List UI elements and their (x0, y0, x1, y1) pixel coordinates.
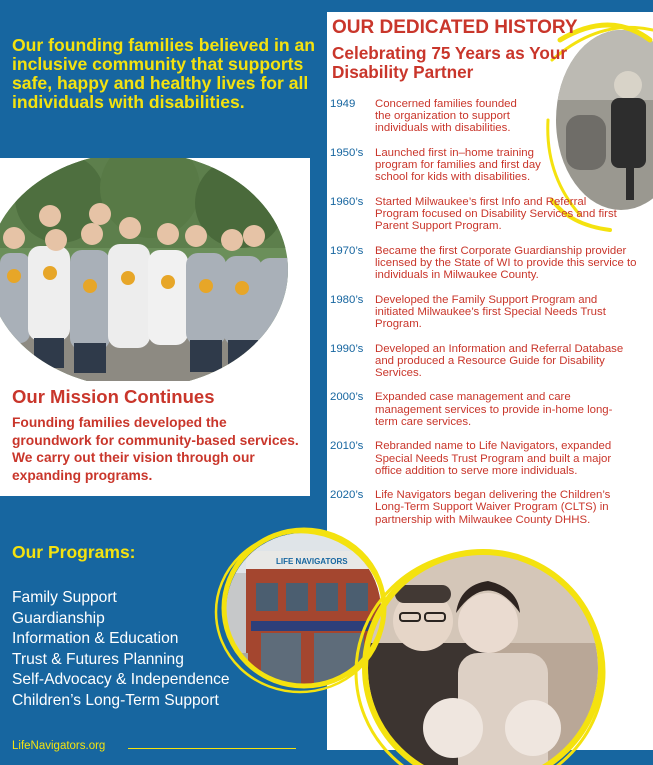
timeline-text: Expanded case management and care management services to provide in-home long-term care services. (375, 391, 613, 428)
footer-url[interactable]: LifeNavigators.org (12, 740, 106, 752)
program-item: Self-Advocacy & Independence (12, 671, 230, 689)
timeline-year: 2000’s (330, 391, 364, 404)
timeline-year: 2020’s (330, 489, 364, 502)
intro-text: Our founding families believed in an inclusive community that supports safe, happy and healthy lives for all individuals with disabilities. (12, 35, 316, 112)
timeline-text: Developed an Information and Referral Database and produced a Resource Guide for Disability Services. (375, 342, 624, 379)
history-subtitle: Celebrating 75 Years as Your Disability Partner (332, 43, 568, 82)
timeline-text: Developed the Family Support Program and initiated Milwaukee’s first Special Needs Trust Program. (375, 293, 606, 331)
timeline-year: 1990’s (330, 342, 364, 355)
program-item: Family Support (12, 589, 117, 606)
timeline-item (330, 391, 640, 428)
timeline-item (330, 440, 640, 477)
timeline-text: Started Milwaukee’s first Info and Referral Program focused on Disability Services and first Parent Support Program. (375, 195, 617, 233)
footer-divider (128, 748, 296, 749)
timeline-item (330, 343, 640, 380)
building-sign-text: LIFE NAVIGATORS (276, 557, 348, 566)
timeline-text: Became the first Corporate Guardianship provider licensed by the State of WI to provide this service to individuals in Milwaukee County. (375, 244, 637, 282)
program-item: Guardianship (12, 609, 105, 627)
group-photo (0, 158, 310, 381)
mission-title: Our Mission Continues (12, 386, 215, 407)
timeline-item (330, 147, 640, 184)
timeline-item (330, 489, 640, 526)
programs-title: Our Programs: (12, 542, 136, 562)
history-timeline (330, 98, 640, 538)
mission-text: Founding families developed the groundwork for community-based services. We carry out their vision through our expanding programs. (12, 415, 299, 483)
building-photo-circle (226, 533, 381, 688)
timeline-item (330, 98, 640, 135)
timeline-text: Launched first in–home training program for families and first day school for kids with disabilities. (375, 146, 541, 184)
timeline-item (330, 294, 640, 331)
program-item: Information & Education (12, 630, 179, 648)
timeline-text: Life Navigators began delivering the Children’s Long-Term Support Waiver Program (CLTS) in partnership with Milwaukee County DHHS. (375, 489, 611, 526)
history-title: OUR DEDICATED HISTORY (332, 17, 578, 38)
timeline-text: Concerned families founded the organization to support individuals with disabilities. (375, 98, 517, 135)
timeline-text: Rebranded name to Life Navigators, expanded Special Needs Trust Program and built a major office addition to serve more individuals. (375, 440, 612, 477)
timeline-item (330, 245, 640, 282)
timeline-year: 1970’s (330, 244, 364, 257)
timeline-year: 1950’s (330, 146, 364, 159)
timeline-year: 2010’s (330, 440, 364, 453)
timeline-item (330, 196, 640, 233)
program-item: Trust & Futures Planning (12, 650, 184, 668)
timeline-year: 1980’s (330, 293, 364, 306)
timeline-year: 1949 (330, 98, 356, 110)
programs-list (12, 588, 230, 712)
timeline-year: 1960’s (330, 195, 364, 208)
program-item: Children’s Long-Term Support (12, 691, 219, 709)
